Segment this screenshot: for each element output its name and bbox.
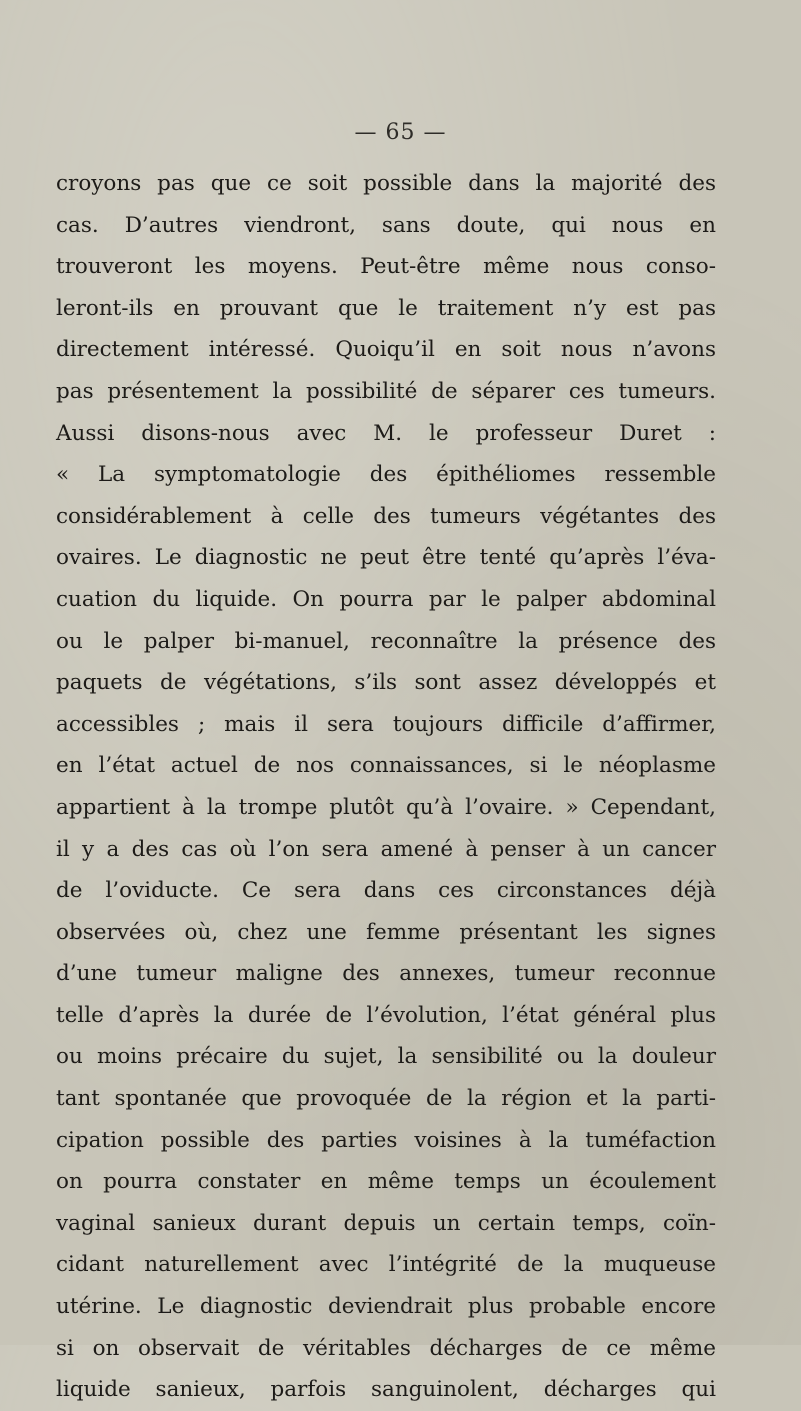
text-line: paquets de végétations, s’ils sont assez développés et	[56, 670, 716, 696]
text-line: utérine. Le diagnostic deviendrait plus probable encore	[56, 1294, 716, 1320]
text-line: croyons pas que ce soit possible dans la majorité des	[56, 171, 716, 196]
text-line: leront-ils en prouvant que le traitement n’y est pas	[56, 295, 716, 321]
text-line: ovaires. Le diagnostic ne peut être tenté qu’après l’éva-	[56, 545, 716, 571]
text-line: cidant naturellement avec l’intégrité de la muqueuse	[56, 1252, 716, 1278]
text-line: cas. D’autres viendront, sans doute, qui nous en	[56, 212, 716, 238]
text-line: accessibles ; mais il sera toujours difficile d’affirmer,	[56, 711, 716, 737]
text-line: il y a des cas où l’on sera amené à penser à un cancer	[56, 836, 716, 862]
text-line: telle d’après la durée de l’évolution, l’état général plus	[56, 1002, 716, 1028]
text-line: cipation possible des parties voisines à la tuméfaction	[56, 1127, 716, 1153]
text-line: trouveront les moyens. Peut-être même nous conso-	[56, 254, 716, 280]
text-line: considérablement à celle des tumeurs végétantes des	[56, 503, 716, 529]
body-text	[56, 163, 716, 1411]
text-line: liquide sanieux, parfois sanguinolent, décharges qui	[56, 1377, 716, 1403]
text-line: « La symptomatologie des épithéliomes ressemble	[56, 462, 716, 488]
text-line: ou le palper bi-manuel, reconnaître la présence des	[56, 628, 716, 654]
page-number: — 65 —	[354, 120, 447, 145]
text-line: tant spontanée que provoquée de la région et la parti-	[56, 1086, 716, 1112]
text-line: cuation du liquide. On pourra par le palper abdominal	[56, 586, 716, 612]
text-line: d’une tumeur maligne des annexes, tumeur reconnue	[56, 961, 716, 987]
text-line: appartient à la trompe plutôt qu’à l’ovaire. » Cependant,	[56, 794, 716, 820]
text-line: en l’état actuel de nos connaissances, si le néoplasme	[56, 753, 716, 779]
text-line: Aussi disons-nous avec M. le professeur Duret :	[56, 420, 716, 446]
text-line: observées où, chez une femme présentant les signes	[56, 919, 716, 945]
text-line: on pourra constater en même temps un écoulement	[56, 1169, 716, 1195]
text-line: pas présentement la possibilité de séparer ces tumeurs.	[56, 378, 716, 404]
text-line: si on observait de véritables décharges de ce même	[56, 1335, 716, 1361]
text-line: ou moins précaire du sujet, la sensibilité ou la douleur	[56, 1044, 716, 1070]
text-line: de l’oviducte. Ce sera dans ces circonstances déjà	[56, 878, 716, 904]
text-line: directement intéressé. Quoiqu’il en soit nous n’avons	[56, 337, 716, 363]
text-line: vaginal sanieux durant depuis un certain temps, coïn-	[56, 1210, 716, 1236]
